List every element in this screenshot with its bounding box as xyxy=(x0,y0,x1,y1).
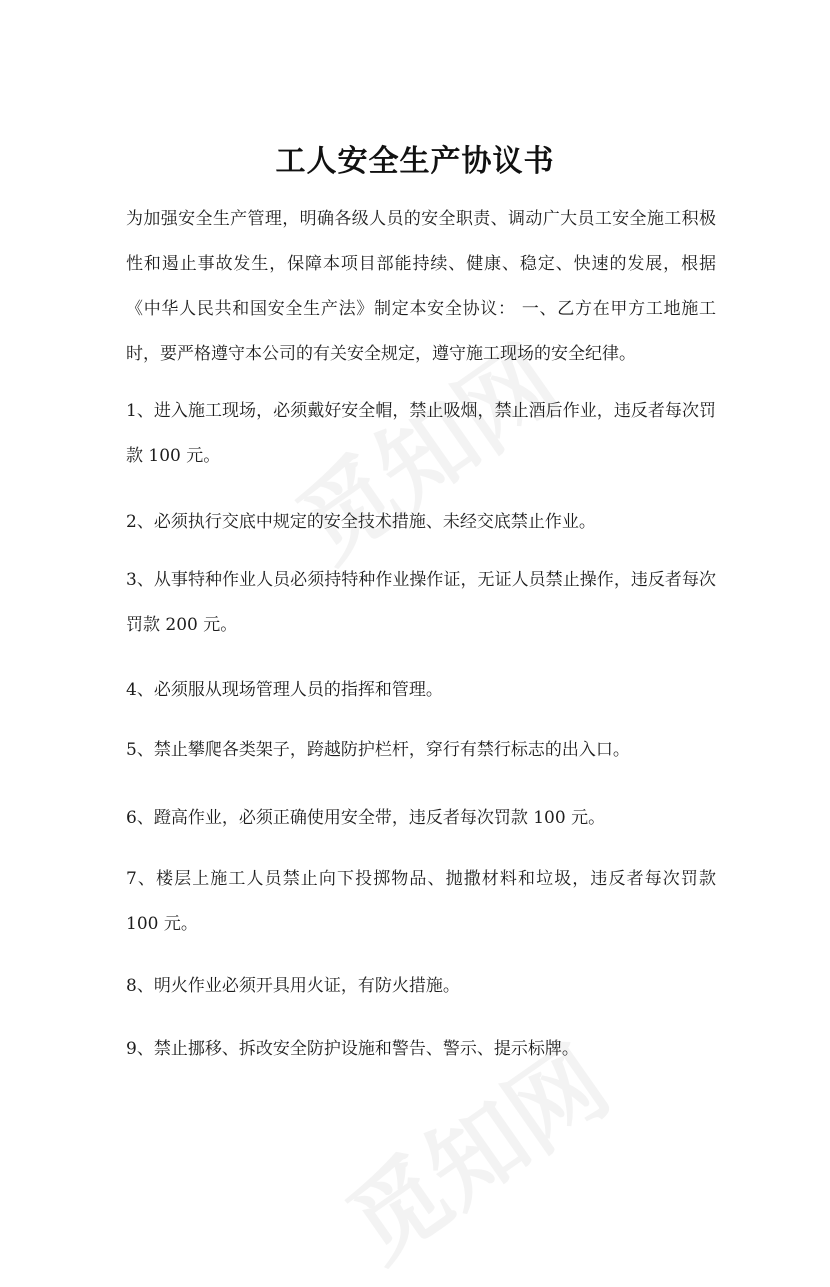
clause-5: 5、禁止攀爬各类架子，跨越防护栏杆，穿行有禁行标志的出入口。 xyxy=(126,740,630,760)
page-title: 工人安全生产协议书 xyxy=(275,144,555,180)
clause-3: 3、从事特种作业人员必须持特种作业操作证，无证人员禁止操作，违反者每次罚款 200 元。 xyxy=(126,570,716,635)
clause-1: 1、进入施工现场，必须戴好安全帽，禁止吸烟，禁止酒后作业，违反者每次罚款 100 元。 xyxy=(126,401,716,466)
intro-paragraph: 为加强安全生产管理，明确各级人员的安全职责、调动广大员工安全施工积极性和遏止事故发生，保障本项目部能持续、健康、稳定、快速的发展，根据《中华人民共和国安全生产法》制定本安全协议： 一、乙方在甲方工地施工时，要严格遵守本公司的有关安全规定，遵守施工现场的安全纪律。 xyxy=(126,209,716,364)
clause-8: 8、明火作业必须开具用火证，有防火措施。 xyxy=(126,976,460,996)
clause-6: 6、蹬高作业，必须正确使用安全带，违反者每次罚款 100 元。 xyxy=(126,808,606,828)
clause-2: 2、必须执行交底中规定的安全技术措施、未经交底禁止作业。 xyxy=(126,512,596,532)
clause-4: 4、必须服从现场管理人员的指挥和管理。 xyxy=(126,680,443,700)
clause-7: 7、楼层上施工人员禁止向下投掷物品、抛撒材料和垃圾，违反者每次罚款 100 元。 xyxy=(126,869,716,934)
clause-9: 9、禁止挪移、拆改安全防护设施和警告、警示、提示标牌。 xyxy=(126,1039,579,1059)
